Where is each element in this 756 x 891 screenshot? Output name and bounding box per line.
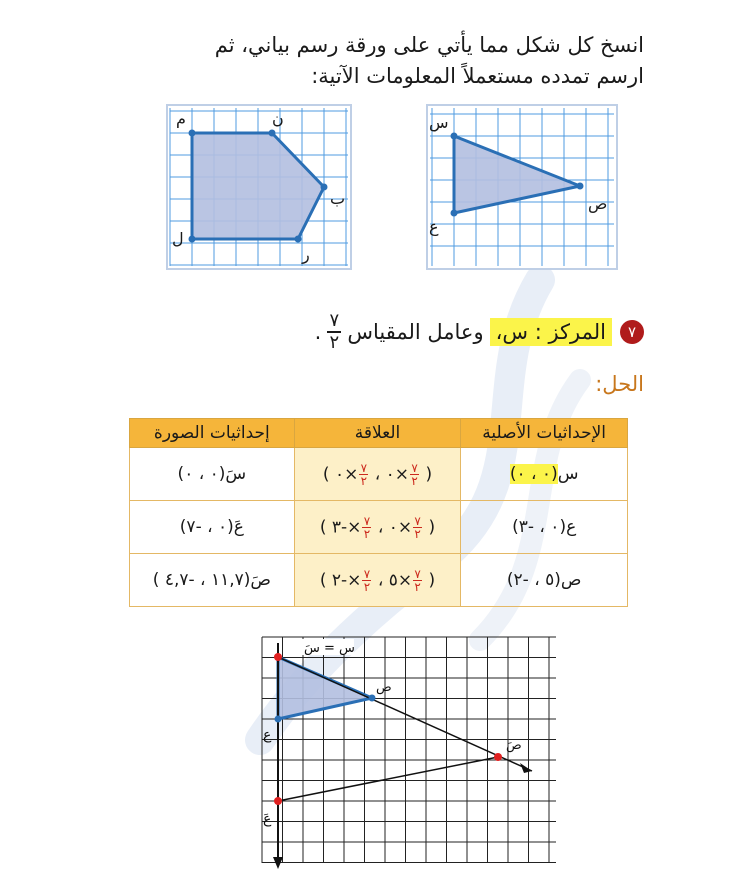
point-letter: ع: [566, 517, 577, 537]
ray-arrowhead: [520, 763, 532, 773]
segment-ain-sad-prime: [278, 757, 498, 801]
point-ain-prime: [274, 797, 282, 805]
problem-number-badge: ٧: [620, 320, 644, 344]
fraction-den: ٢: [414, 526, 421, 541]
paren: (: [428, 570, 436, 590]
original-coords: (٥ ، -٢): [506, 570, 561, 590]
separator: ،: [372, 570, 389, 590]
original-cell: [461, 554, 628, 607]
scale-fraction: [327, 311, 341, 353]
fraction-num: ٧: [363, 513, 371, 528]
scale-text: وعامل المقياس: [347, 320, 484, 344]
vertex-label-m: م: [176, 109, 186, 128]
relation-cell: [294, 501, 461, 554]
scale-denominator: ٢: [329, 332, 340, 353]
image-cell: صَ(١١,٧ ، -٤,٧ ): [130, 554, 295, 607]
paren: ): [319, 517, 327, 537]
fraction-den: ٢: [414, 579, 421, 594]
header-original: الإحداثيات الأصلية: [461, 419, 628, 448]
instructions: [84, 30, 644, 92]
vertex-label-sad: ص: [588, 194, 608, 213]
fraction-num: ٧: [411, 460, 418, 475]
original-coords: (٠ ، ٠): [509, 464, 558, 484]
label-ain: ع: [263, 727, 272, 743]
pentagon-figure: [166, 104, 352, 270]
relation-factor: ×٥: [388, 570, 413, 590]
triangle-figure: [426, 104, 618, 270]
relation-fraction: [413, 568, 422, 593]
solution-label: الحل:: [595, 372, 644, 396]
label-ain-prime: عَ: [263, 811, 272, 827]
relation-fraction: [362, 515, 371, 540]
instructions-line-2: ارسم تمدده مستعملاً المعلومات الآتية:: [311, 64, 644, 88]
fraction-den: ٢: [360, 473, 368, 488]
table-row: [130, 501, 628, 554]
paren: (: [428, 517, 436, 537]
label-s-equals: س = سَ: [304, 641, 355, 656]
scale-numerator: ٧: [329, 310, 340, 331]
fraction-den: ٢: [363, 579, 371, 594]
header-relation: العلاقة: [294, 419, 461, 448]
label-sad-prime: صَ: [506, 738, 522, 753]
point-ain: [275, 716, 282, 723]
vertex-label-s: س: [429, 113, 449, 132]
vertex-label-b: ب: [330, 189, 346, 208]
instructions-line-1: انسخ كل شكل مما يأتي على ورقة رسم بياني، ثم: [214, 33, 644, 57]
label-sad: ص: [376, 680, 392, 695]
center-highlight: المركز : س،: [490, 318, 612, 346]
fraction-den: ٢: [363, 526, 371, 541]
paren: ): [319, 570, 327, 590]
image-cell: سَ(٠ ، ٠): [130, 448, 295, 501]
point-sad: [369, 695, 376, 702]
point-letter: ص: [560, 570, 582, 590]
relation-cell: [294, 554, 461, 607]
solution-table: [129, 418, 628, 607]
fraction-num: ٧: [414, 566, 421, 581]
header-image: إحداثيات الصورة: [130, 419, 295, 448]
problem-statement: [315, 302, 644, 362]
relation-cell: [294, 448, 461, 501]
vertex-label-ain: ع: [429, 217, 439, 236]
vertex-label-n: ن: [272, 109, 284, 128]
original-cell: [461, 501, 628, 554]
separator: ،: [369, 464, 386, 484]
point-letter: س: [557, 464, 579, 484]
fraction-num: ٧: [363, 566, 371, 581]
relation-fraction: [362, 568, 371, 593]
relation-factor: ×٠: [385, 464, 410, 484]
vertex-label-l: ل: [172, 229, 184, 248]
table-row: [130, 554, 628, 607]
relation-factor: ×-٢: [331, 570, 362, 590]
paren: (: [425, 464, 433, 484]
period: .: [314, 320, 322, 344]
point-sad-prime: [494, 753, 502, 761]
original-cell: [461, 448, 628, 501]
image-cell: عَ(٠ ، -٧): [130, 501, 295, 554]
relation-factor: ×٠: [334, 464, 359, 484]
separator: ،: [372, 517, 389, 537]
vertex-label-r: ر: [302, 245, 310, 264]
relation-fraction: [410, 462, 419, 487]
original-triangle: [278, 657, 372, 719]
relation-factor: ×-٣: [331, 517, 362, 537]
relation-factor: ×٠: [388, 517, 413, 537]
dilation-graph: [258, 633, 560, 873]
fraction-den: ٢: [411, 473, 418, 488]
original-coords: (٠ ، -٣): [512, 517, 567, 537]
relation-fraction: [359, 462, 368, 487]
point-s: [274, 653, 282, 661]
relation-fraction: [413, 515, 422, 540]
fraction-num: ٧: [360, 460, 368, 475]
table-row: [130, 448, 628, 501]
paren: ): [322, 464, 330, 484]
fraction-num: ٧: [414, 513, 421, 528]
